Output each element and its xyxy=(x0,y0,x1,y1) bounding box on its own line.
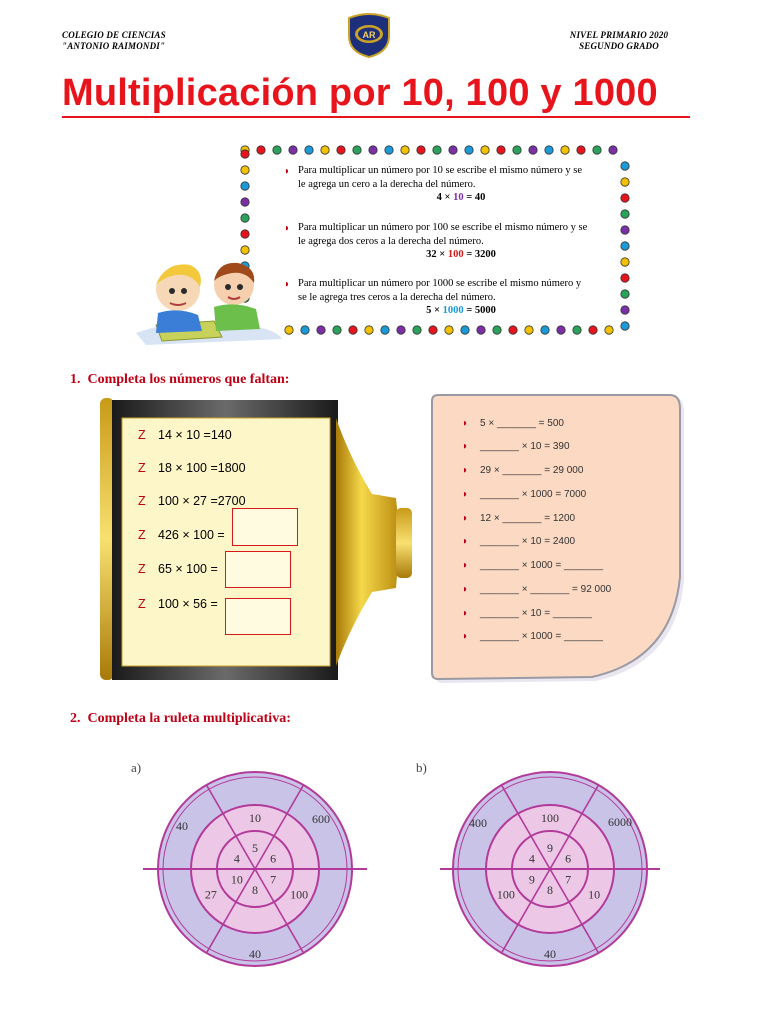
rule-line-2: le agrega un cero a la derecha del número. xyxy=(298,178,476,190)
bead-dot xyxy=(333,326,341,334)
bullet-icon: ◗ xyxy=(462,465,469,476)
bead-dot xyxy=(413,326,421,334)
eq-factor: 10 xyxy=(453,192,464,203)
list-item xyxy=(462,631,603,642)
eq-part: 32 × xyxy=(426,249,448,260)
bead-dot xyxy=(577,146,585,154)
bead-dot xyxy=(529,146,537,154)
list-item xyxy=(138,428,232,442)
bead-dot xyxy=(465,146,473,154)
exercise-text: 12 × _______ = 1200 xyxy=(480,513,576,524)
bead-dot xyxy=(241,214,249,222)
exercise-text: _______ × 10 = 2400 xyxy=(480,536,576,547)
eq-result: = 40 xyxy=(463,192,486,203)
bullet-icon: ◗ xyxy=(284,223,291,234)
rule-line-1: Para multiplicar un número por 100 se escribe el mismo número y se xyxy=(298,222,588,233)
wheel-middle-number: 10 xyxy=(588,887,601,902)
wheel-outer-number: 6000 xyxy=(608,815,632,829)
bead-dot xyxy=(561,146,569,154)
list-item xyxy=(462,513,575,524)
list-item xyxy=(462,418,564,429)
answer-box[interactable] xyxy=(225,551,291,588)
wheel-b-label: b) xyxy=(416,760,427,775)
school-name xyxy=(62,30,166,52)
bullet-icon: ◗ xyxy=(462,513,469,524)
exercise-text: _______ × _______ = 92 000 xyxy=(480,584,612,595)
bead-dot xyxy=(429,326,437,334)
eq-result: = 3200 xyxy=(463,249,496,260)
wheel-a-label: a) xyxy=(131,760,142,775)
bead-dot xyxy=(513,146,521,154)
wheel-inner-number: 7 xyxy=(270,872,277,887)
eq-part: 4 × xyxy=(436,192,454,203)
exercise-text: _______ × 1000 = 7000 xyxy=(480,489,587,500)
bullet-icon: Z xyxy=(138,528,146,542)
bead-dot xyxy=(241,246,249,254)
bead-dot xyxy=(241,198,249,206)
exercise-text: _______ × 10 = 390 xyxy=(480,441,570,452)
section-number: 2. xyxy=(70,711,81,726)
eq-result: = 5000 xyxy=(463,305,496,316)
exercise-text: 14 × 10 =140 xyxy=(158,428,232,442)
bead-dot xyxy=(257,146,265,154)
bullet-icon: ◗ xyxy=(284,166,291,177)
wheel-inner-number: 5 xyxy=(252,841,258,855)
bead-dot xyxy=(289,146,297,154)
bead-dot xyxy=(381,326,389,334)
wheel-outer-number: 600 xyxy=(312,812,330,826)
crest-text: AR xyxy=(362,30,376,40)
exercise-text: _______ × 1000 = _______ xyxy=(480,631,603,642)
bead-dot xyxy=(573,326,581,334)
wheel-outer-number: 40 xyxy=(249,947,261,961)
bead-dot xyxy=(317,326,325,334)
wheel-a xyxy=(140,765,370,975)
list-item xyxy=(462,465,583,476)
answer-box[interactable] xyxy=(232,508,298,546)
list-item xyxy=(462,441,570,452)
grade-level-line2: SEGUNDO GRADO xyxy=(579,41,659,51)
list-item xyxy=(462,608,592,619)
bead-dot xyxy=(509,326,517,334)
bead-dot xyxy=(481,146,489,154)
bead-dot xyxy=(401,146,409,154)
rule-line-1: Para multiplicar un número por 1000 se escribe el mismo número y xyxy=(298,278,582,289)
bead-dot xyxy=(321,146,329,154)
bullet-icon: ◗ xyxy=(284,279,291,290)
bead-dot xyxy=(461,326,469,334)
eq-part: 5 × xyxy=(426,305,443,316)
bullet-icon: Z xyxy=(138,562,146,576)
bead-dot xyxy=(241,166,249,174)
bead-dot xyxy=(433,146,441,154)
bead-dot xyxy=(445,326,453,334)
exercise-text: 29 × _______ = 29 000 xyxy=(480,465,584,476)
bead-dot xyxy=(545,146,553,154)
rule-example xyxy=(298,191,624,205)
exercise-text: 100 × 27 =2700 xyxy=(158,494,246,508)
section-title-text: Completa los números que faltan: xyxy=(87,372,290,387)
wheel-inner-number: 9 xyxy=(547,841,553,855)
wheel-b xyxy=(428,765,668,975)
bead-dot xyxy=(493,326,501,334)
grade-level-line1: NIVEL PRIMARIO 2020 xyxy=(569,30,669,40)
wheel-outer-number: 400 xyxy=(469,816,487,830)
wheel-outer-number: 40 xyxy=(544,947,556,961)
exercise-text: 65 × 100 = xyxy=(158,562,218,576)
bead-dot xyxy=(417,146,425,154)
wheel-inner-number: 8 xyxy=(252,883,258,897)
grade-level xyxy=(569,30,669,52)
bead-dot xyxy=(609,146,617,154)
bullet-icon: Z xyxy=(138,597,146,611)
bead-dot xyxy=(541,326,549,334)
wheel-inner-number: 9 xyxy=(528,872,535,887)
bead-dot xyxy=(241,182,249,190)
bullet-icon: Z xyxy=(138,428,146,442)
wheel-inner-number: 6 xyxy=(270,851,277,866)
bullet-icon: ◗ xyxy=(462,560,469,571)
section-1-title xyxy=(70,372,289,388)
wheel-outer-number: 40 xyxy=(176,819,188,833)
bullet-icon: Z xyxy=(138,494,146,508)
school-crest-icon xyxy=(345,12,393,58)
title-underline xyxy=(62,116,690,118)
answer-box[interactable] xyxy=(225,598,291,635)
rule-item xyxy=(284,277,624,318)
list-item xyxy=(462,560,603,571)
wheel-middle-number: 100 xyxy=(290,887,309,902)
list-item xyxy=(138,528,225,542)
rule-item xyxy=(284,221,624,262)
bead-dot xyxy=(621,210,629,218)
section-title-text: Completa la ruleta multiplicativa: xyxy=(87,711,291,726)
wheel-inner-number: 6 xyxy=(565,851,572,866)
section-2-title xyxy=(70,711,291,727)
bead-dot xyxy=(497,146,505,154)
bead-dot xyxy=(397,326,405,334)
wheel-inner-number: 4 xyxy=(528,851,535,866)
rule-example xyxy=(298,304,624,318)
bead-dot xyxy=(621,322,629,330)
bead-dot xyxy=(241,230,249,238)
wheel-inner-number: 10 xyxy=(230,872,243,887)
bead-dot xyxy=(605,326,613,334)
bead-dot xyxy=(241,150,249,158)
bullet-icon: ◗ xyxy=(462,536,469,547)
rule-item xyxy=(284,164,624,205)
bead-dot xyxy=(285,326,293,334)
bullet-icon: ◗ xyxy=(462,608,469,619)
bullet-icon: ◗ xyxy=(462,584,469,595)
bead-dot xyxy=(477,326,485,334)
rule-line-2: se le agrega tres ceros a la derecha del número. xyxy=(298,291,496,303)
list-item xyxy=(138,494,246,508)
wheel-inner-number: 7 xyxy=(565,872,572,887)
exercise-text: 5 × _______ = 500 xyxy=(480,418,564,429)
list-item xyxy=(138,562,218,576)
kids-reading-illustration xyxy=(126,255,286,347)
bead-dot xyxy=(349,326,357,334)
list-item xyxy=(462,584,611,595)
exercise-text: 100 × 56 = xyxy=(158,597,218,611)
rule-line-2: le agrega dos ceros a la derecha del número. xyxy=(298,235,484,247)
section-number: 1. xyxy=(70,372,81,387)
eq-factor: 1000 xyxy=(442,305,464,316)
bead-dot xyxy=(385,146,393,154)
bead-dot xyxy=(273,146,281,154)
school-name-line1: COLEGIO DE CIENCIAS xyxy=(62,30,166,40)
eq-factor: 100 xyxy=(447,249,464,260)
bead-dot xyxy=(301,326,309,334)
bead-dot xyxy=(353,146,361,154)
rule-line-1: Para multiplicar un número por 10 se escribe el mismo número y se xyxy=(298,165,583,176)
bead-dot xyxy=(449,146,457,154)
bead-dot xyxy=(365,326,373,334)
page-title: Multiplicación por 10, 100 y 1000 xyxy=(62,72,658,114)
wheel-inner-number: 8 xyxy=(547,883,553,897)
bead-dot xyxy=(305,146,313,154)
bullet-icon: ◗ xyxy=(462,631,469,642)
list-item xyxy=(138,597,218,611)
wheel-middle-number: 27 xyxy=(204,887,217,902)
exercise-text: 426 × 100 = xyxy=(158,528,225,542)
bullet-icon: ◗ xyxy=(462,489,469,500)
bead-dot xyxy=(593,146,601,154)
bead-dot xyxy=(525,326,533,334)
wheel-middle-number: 100 xyxy=(496,887,515,902)
exercise-text: _______ × 10 = _______ xyxy=(480,608,592,619)
rule-example xyxy=(298,248,624,262)
exercise-text: _______ × 1000 = _______ xyxy=(480,560,603,571)
bead-dot xyxy=(337,146,345,154)
bead-dot xyxy=(557,326,565,334)
bullet-icon: ◗ xyxy=(462,441,469,452)
list-item xyxy=(462,489,586,500)
bead-dot xyxy=(369,146,377,154)
bullet-icon: Z xyxy=(138,461,146,475)
bullet-icon: ◗ xyxy=(462,418,469,429)
list-item xyxy=(138,461,246,475)
wheel-middle-number: 100 xyxy=(541,811,559,825)
list-item xyxy=(462,536,575,547)
wheel-inner-number: 4 xyxy=(233,851,240,866)
exercise-text: 18 × 100 =1800 xyxy=(158,461,246,475)
wheel-middle-number: 10 xyxy=(249,811,261,825)
bead-dot xyxy=(589,326,597,334)
school-name-line2: "ANTONIO RAIMONDI" xyxy=(62,41,166,51)
